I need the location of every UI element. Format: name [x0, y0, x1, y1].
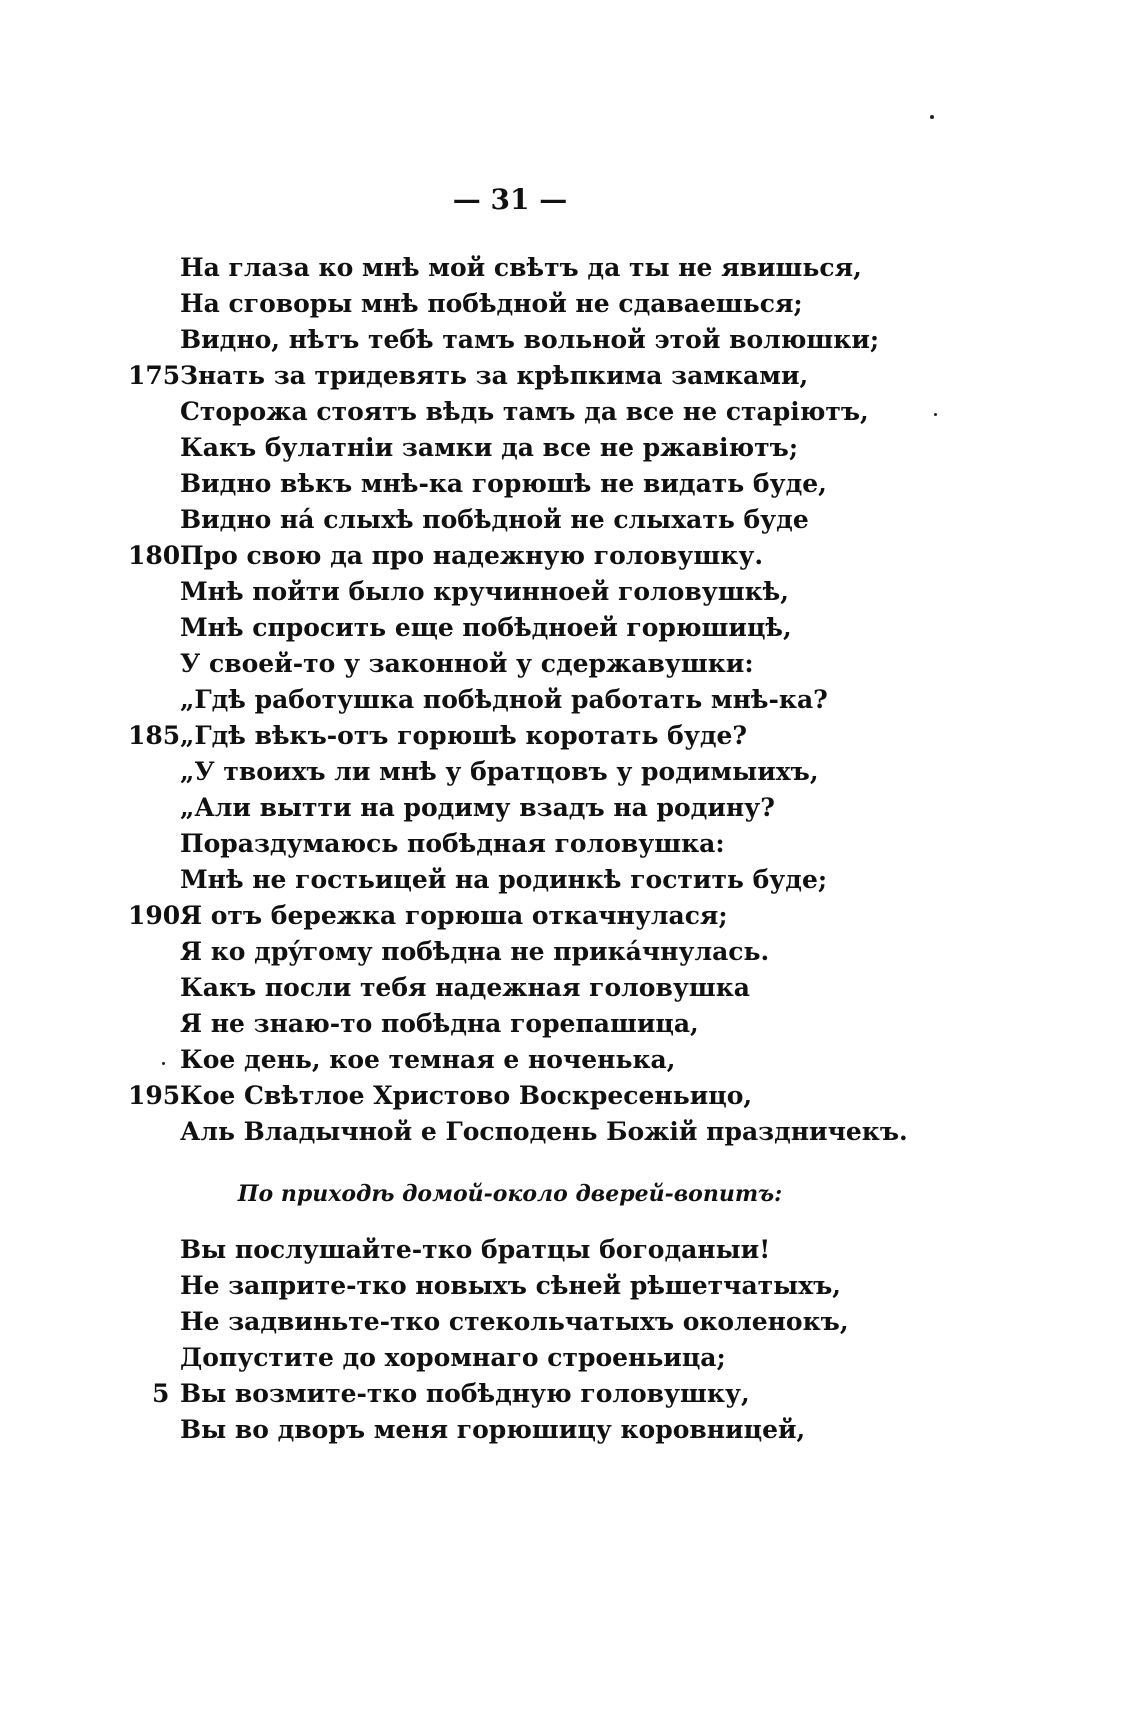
poem-line: Видно вѣкъ мнѣ-ка горюшѣ не видать буде,: [180, 469, 827, 498]
poem-line: Вы во дворъ меня горюшицу коровницей,: [180, 1415, 806, 1444]
poem-line: Видно, нѣтъ тебѣ тамъ вольной этой волюшки;: [180, 325, 880, 354]
poem-line: Допустите до хоромнаго строеньица;: [180, 1343, 726, 1372]
poem-line: „Гдѣ работушка побѣдной работать мнѣ-ка?: [180, 685, 828, 714]
poem-line: Я не знаю-то побѣдна горепашица,: [180, 1009, 699, 1038]
poem-line: „У твоихъ ли мнѣ у братцовъ у родимыихъ,: [180, 757, 819, 786]
line-number: 175: [128, 361, 181, 390]
poem-line: На сговоры мнѣ побѣдной не сдаваешься;: [180, 289, 803, 318]
poem-line: Вы возмите-тко побѣдную головушку,: [180, 1379, 750, 1408]
poem-line: Мнѣ пойти было кручинноей головушкѣ,: [180, 577, 789, 606]
section-heading: По приходѣ домой-около дверей-вопитъ:: [237, 1181, 783, 1207]
line-number: 195: [128, 1081, 181, 1110]
line-number: 185: [128, 721, 181, 750]
line-number: 190: [128, 901, 181, 930]
page-number: — 31 —: [452, 183, 568, 216]
poem-line: Какъ булатнiи замки да все не ржавiютъ;: [180, 433, 799, 462]
poem-line: Знать за тридевять за крѣпкима замками,: [180, 361, 809, 390]
poem-line: Я отъ бережка горюша откачнулася;: [180, 901, 728, 930]
poem-line: Пораздумаюсь побѣдная головушка:: [180, 829, 725, 858]
poem-line: Какъ посли тебя надежная головушка: [180, 973, 750, 1002]
poem-line: Кое день, кое темная е ноченька,: [180, 1045, 676, 1074]
ink-speck: [162, 1062, 165, 1065]
poem-line: Я ко дрýгому побѣдна не прикáчнулась.: [180, 937, 770, 966]
ink-speck: [930, 115, 934, 119]
poem-line: Вы послушайте-тко братцы богоданыи!: [180, 1235, 771, 1264]
poem-line: Не заприте-тко новыхъ сѣней рѣшетчатыхъ,: [180, 1271, 841, 1300]
poem-line: Не задвиньте-тко стекольчатыхъ околенокъ,: [180, 1307, 849, 1336]
poem-line: Мнѣ не гостьицей на родинкѣ гостить буде;: [180, 865, 828, 894]
line-number: 180: [128, 541, 181, 570]
poem-line: Сторожа стоятъ вѣдь тамъ да все не старiютъ,: [180, 397, 869, 426]
poem-line: „Гдѣ вѣкъ-отъ горюшѣ коротать буде?: [180, 721, 748, 750]
line-number: 5: [152, 1379, 170, 1408]
poem-line: Кое Свѣтлое Христово Воскресеньицо,: [180, 1081, 753, 1110]
poem-line: Про свою да про надежную головушку.: [180, 541, 764, 570]
poem-line: У своей-то у законной у сдержавушки:: [180, 649, 754, 678]
poem-line: „Али вытти на родиму взадъ на родину?: [180, 793, 775, 822]
poem-line: Видно нá слыхѣ побѣдной не слыхать буде: [180, 505, 809, 534]
poem-line: На глаза ко мнѣ мой свѣтъ да ты не явишься,: [180, 253, 862, 282]
poem-line: Мнѣ спросить еще побѣдноей горюшицѣ,: [180, 613, 792, 642]
poem-line: Аль Владычной е Господень Божiй праздничекъ.: [180, 1117, 908, 1146]
ink-speck: [934, 413, 937, 416]
